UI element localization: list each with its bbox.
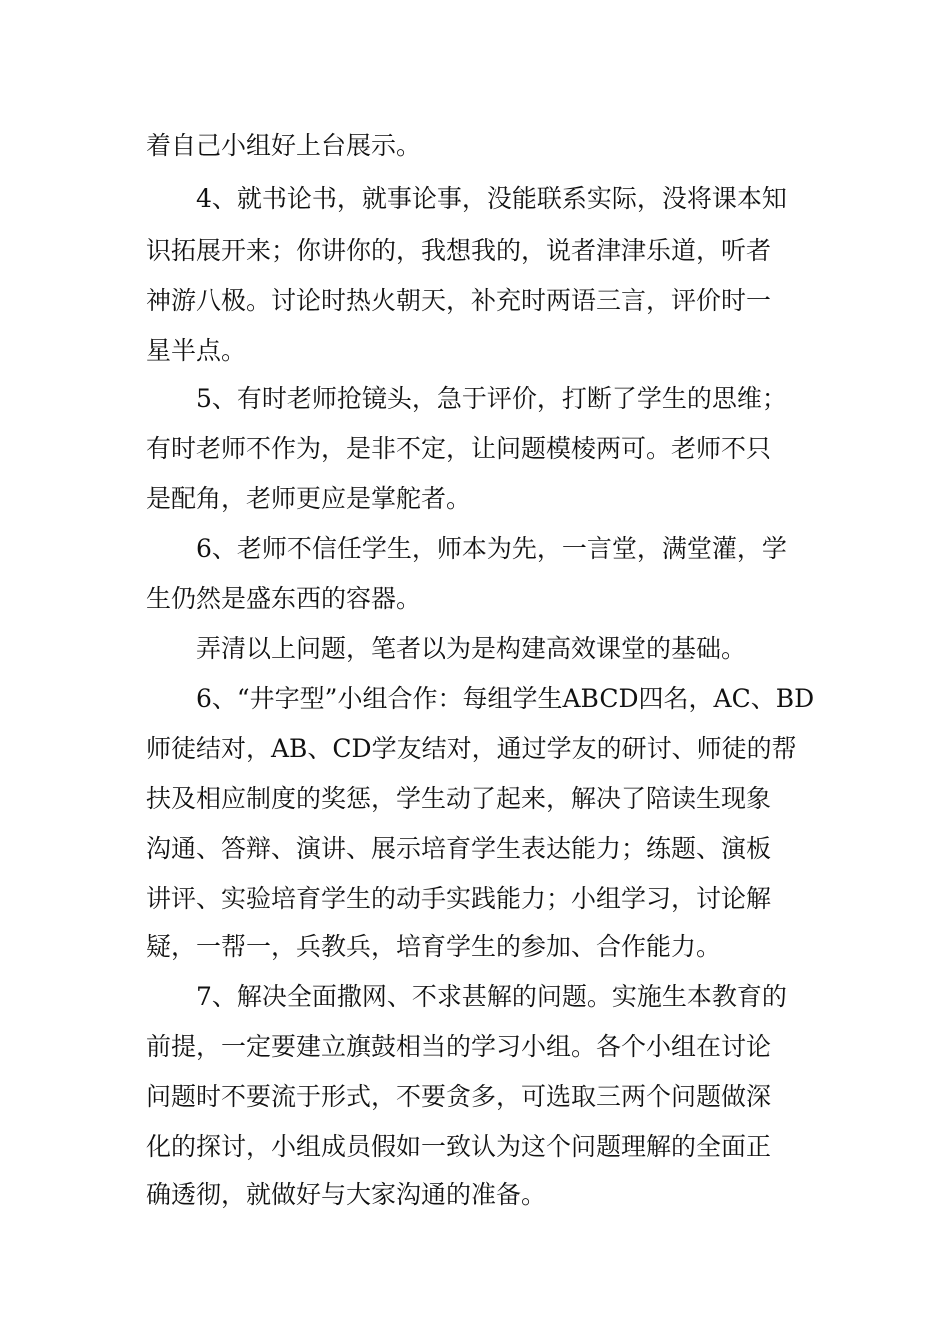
paragraph-first-line: 7、解决全面撒网、不求甚解的问题。实施生本教育的 <box>196 982 787 1011</box>
text-line: 前提，一定要建立旗鼓相当的学习小组。各个小组在讨论 <box>146 1032 772 1061</box>
text-line: 神游八极。讨论时热火朝天，补充时两语三言，评价时一 <box>146 286 772 315</box>
text-line: 确透彻，就做好与大家沟通的准备。 <box>146 1180 547 1209</box>
text-line: 识拓展开来；你讲你的，我想我的，说者津津乐道，听者 <box>146 236 772 265</box>
text-line: 沟通、答辩、演讲、展示培育学生表达能力；练题、演板 <box>146 834 772 863</box>
paragraph-first-line: 6、“井字型”小组合作：每组学生ABCD四名，AC、BD <box>196 684 815 713</box>
text-line: 生仍然是盛东西的容器。 <box>146 584 422 613</box>
text-line: 着自己小组好上台展示。 <box>146 131 422 160</box>
text-line: 有时老师不作为，是非不定，让问题模棱两可。老师不只 <box>146 434 772 463</box>
text-line: 化的探讨，小组成员假如一致认为这个问题理解的全面正 <box>146 1132 772 1161</box>
text-line: 是配角，老师更应是掌舵者。 <box>146 484 472 513</box>
paragraph-first-line: 6、老师不信任学生，师本为先，一言堂，满堂灌，学 <box>196 534 787 563</box>
text-line: 疑，一帮一，兵教兵，培育学生的参加、合作能力。 <box>146 932 722 961</box>
paragraph-first-line: 5、有时老师抢镜头，急于评价，打断了学生的思维； <box>196 384 787 413</box>
text-line: 星半点。 <box>146 336 247 365</box>
paragraph-first-line: 4、就书论书，就事论事，没能联系实际，没将课本知 <box>196 184 787 213</box>
text-line: 问题时不要流于形式，不要贪多，可选取三两个问题做深 <box>146 1082 772 1111</box>
text-line: 扶及相应制度的奖惩，学生动了起来，解决了陪读生现象 <box>146 784 772 813</box>
text-line: 师徒结对，AB、CD学友结对，通过学友的研讨、师徒的帮 <box>146 734 797 763</box>
paragraph-first-line: 弄清以上问题，笔者以为是构建高效课堂的基础。 <box>196 634 747 663</box>
text-line: 讲评、实验培育学生的动手实践能力；小组学习，讨论解 <box>146 884 772 913</box>
